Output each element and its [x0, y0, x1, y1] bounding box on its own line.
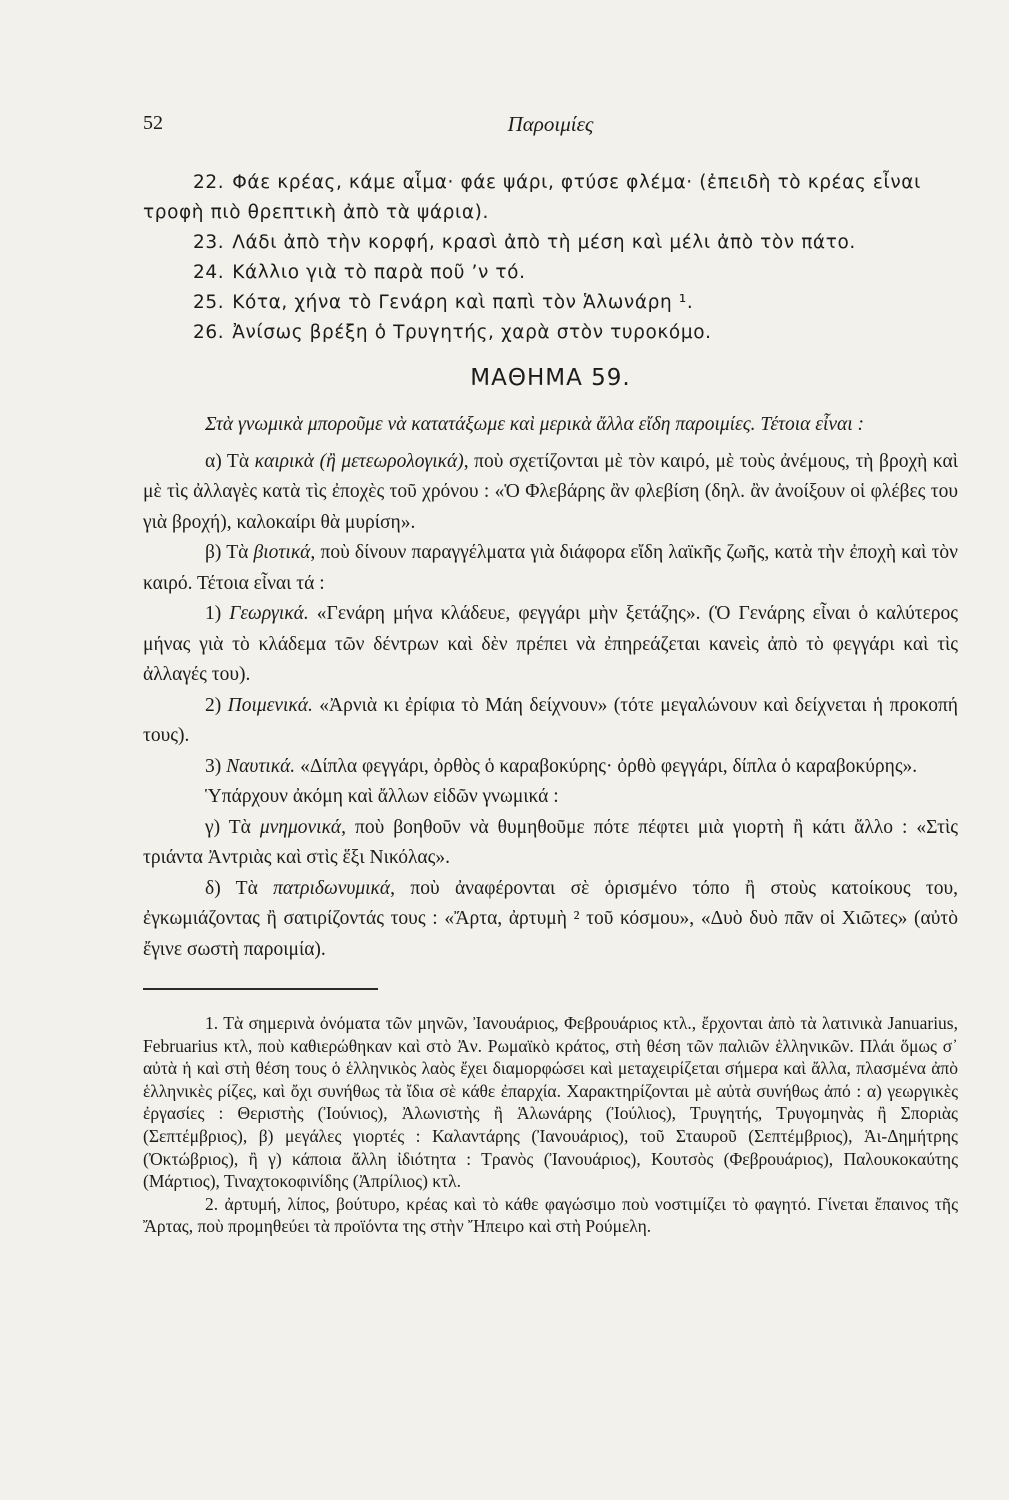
footnote-rule — [143, 988, 378, 990]
lesson-body — [143, 410, 958, 965]
footnote-2: 2. ἀρτυμή, λίπος, βούτυρο, κρέας καὶ τὸ κάθε φαγώσιμο ποὺ νοστιμίζει τὸ φαγητό. Γίνεται ἔπαινος τῆς Ἄρτας, ποὺ προμηθεύει τὰ προϊόντα της στὴν Ἤπειρο καὶ στὴ Ρούμελη. — [143, 1193, 958, 1237]
paragraph-a: α) Τὰ καιρικὰ (ἢ μετεωρολογικά), ποὺ σχετίζονται μὲ τὸν καιρό, μὲ τοὺς ἀνέμους, τὴ βροχὴ καὶ μὲ τὶς ἀλλαγὲς κατὰ τὶς ἐποχὲς τοῦ χρόνου : «Ὁ Φλεβάρης ἂν φλεβίση (δηλ. ἂν ἀνοίξουν οἱ φλέβες του γιὰ βροχή), καλοκαίρι θὰ μυρίση». — [143, 450, 958, 533]
proverb-list — [143, 168, 958, 348]
proverb-item: 26. Ἀνίσως βρέξη ὁ Τρυγητής, χαρὰ στὸν τυροκόμο. — [193, 322, 712, 343]
footnotes — [143, 1012, 958, 1238]
paragraph-other: Ὑπάρχουν ἀκόμη καὶ ἄλλων εἰδῶν γνωμικά : — [205, 786, 559, 807]
page-header — [143, 112, 958, 146]
paragraph-c: γ) Τὰ μνημονικά, ποὺ βοηθοῦν νὰ θυμηθοῦμε πότε πέφτει μιὰ γιορτὴ ἢ κάτι ἄλλο : «Στὶς τριάντα Ἀντριὰς καὶ στὶς ἕξι Νικόλας». — [143, 816, 958, 868]
paragraph-d: δ) Τὰ πατριδωνυμικά, ποὺ ἀναφέρονται σὲ ὁρισμένο τόπο ἢ στοὺς κατοίκους του, ἐγκωμιάζοντας ἢ σατιρίζοντάς τους : «Ἄρτα, ἀρτυμὴ ² τοῦ κόσμου», «Δυὸ δυὸ πᾶν οἱ Χιῶτες» (αὐτὸ ἔγινε σωστὴ παροιμία). — [143, 877, 958, 960]
lesson-title: ΜΑΘΗΜΑ 59. — [470, 365, 631, 391]
paragraph-b2: 2) Ποιμενικά. «Ἀρνιὰ κι ἐρίφια τὸ Μάη δείχνουν» (τότε μεγαλώνουν καὶ δείχνεται ἡ προκοπή τους). — [143, 694, 958, 746]
paragraph-b: β) Τὰ βιοτικά, ποὺ δίνουν παραγγέλματα γιὰ διάφορα εἴδη λαϊκῆς ζωῆς, κατὰ τὴν ἐποχὴ καὶ τὸν καιρό. Τέτοια εἶναι τά : — [143, 542, 958, 594]
running-title: Παροιμίες — [507, 112, 594, 136]
footnote-1: 1. Τὰ σημερινὰ ὀνόματα τῶν μηνῶν, Ἰανουάριος, Φεβρουάριος κτλ., ἔρχονται ἀπὸ τὰ λατινικὰ Januarius, Februarius κτλ, ποὺ καθιερώθηκαν καὶ στὸ Ἀν. Ρωμαϊκὸ κράτος, στὴ θέση τῶν παλιῶν ἑλληνικῶν. Πλάι ὅμως σ᾿ αὐτὰ ἡ καὶ στὴ θέση τους ὁ ἑλληνικὸς λαὸς ἔχει διαμορφώσει καὶ μεταχειρίζεται σήμερα καὶ ἄλλα, πλασμένα ἀπὸ ἑλληνικὲς ρίζες, καὶ ὄχι συνήθως τὰ ἴδια σὲ κάθε ἐπαρχία. Χαρακτηρίζονται μὲ αὐτὰ συνήθως ἀπό : α) γεωργικὲς ἐργασίες : Θεριστὴς (Ἰούνιος), Ἀλωνιστὴς ἢ Ἁλωνάρης (Ἰούλιος), Τρυγητής, Τρυγομηνὰς ἢ Σποριὰς (Σεπτέμβριος), β) μεγάλες γιορτές : Καλαντάρης (Ἰανουάριος), τοῦ Σταυροῦ (Σεπτέμβριος), Ἁι-Δημήτρης (Ὀκτώβριος), ἢ γ) κάποια ἄλλη ἰδιότητα : Τρανὸς (Ἰανουάριος), Κουτσὸς (Φεβρουάριος), Παλουκοκαύτης (Μάρτιος), Τιναχτοκοφινίδης (Ἀπρίλιος) κτλ. — [143, 1013, 958, 1192]
paragraph-b1: 1) Γεωργικά. «Γενάρη μήνα κλάδευε, φεγγάρι μὴν ξετάζης». (Ὁ Γενάρης εἶναι ὁ καλύτερος μήνας γιὰ τὸ κλάδεμα τῶν δέντρων καὶ δὲν πρέπει νὰ ἐπηρεάζεται κανεὶς ἀπὸ τὸ φεγγάρι καὶ τὶς ἀλλαγές του). — [143, 603, 959, 685]
proverb-item: 23. Λάδι ἀπὸ τὴν κορφή, κρασὶ ἀπὸ τὴ μέση καὶ μέλι ἀπὸ τὸν πάτο. — [193, 232, 856, 253]
proverb-item: 22. Φάε κρέας, κάμε αἷμα· φάε ψάρι, φτύσε φλέμα· (ἐπειδὴ τὸ κρέας εἶναι τροφὴ πιὸ θρεπτικὴ ἀπὸ τὰ ψάρια). — [143, 172, 921, 223]
proverb-item: 24. Κάλλιο γιὰ τὸ παρὰ ποῦ ’ν τό. — [193, 262, 526, 283]
page-number: 52 — [143, 112, 163, 134]
proverb-item: 25. Κότα, χήνα τὸ Γενάρη καὶ παπὶ τὸν Ἁλωνάρη ¹. — [193, 292, 694, 313]
lesson-intro: Στὰ γνωμικὰ μποροῦμε νὰ κατατάξωμε καὶ μερικὰ ἄλλα εἴδη παροιμίες. Τέτοια εἶναι : — [205, 414, 865, 435]
paragraph-b3: 3) Ναυτικά. «Δίπλα φεγγάρι, ὀρθὸς ὁ καραβοκύρης· ὀρθὸ φεγγάρι, δίπλα ὁ καραβοκύρης». — [205, 755, 918, 777]
